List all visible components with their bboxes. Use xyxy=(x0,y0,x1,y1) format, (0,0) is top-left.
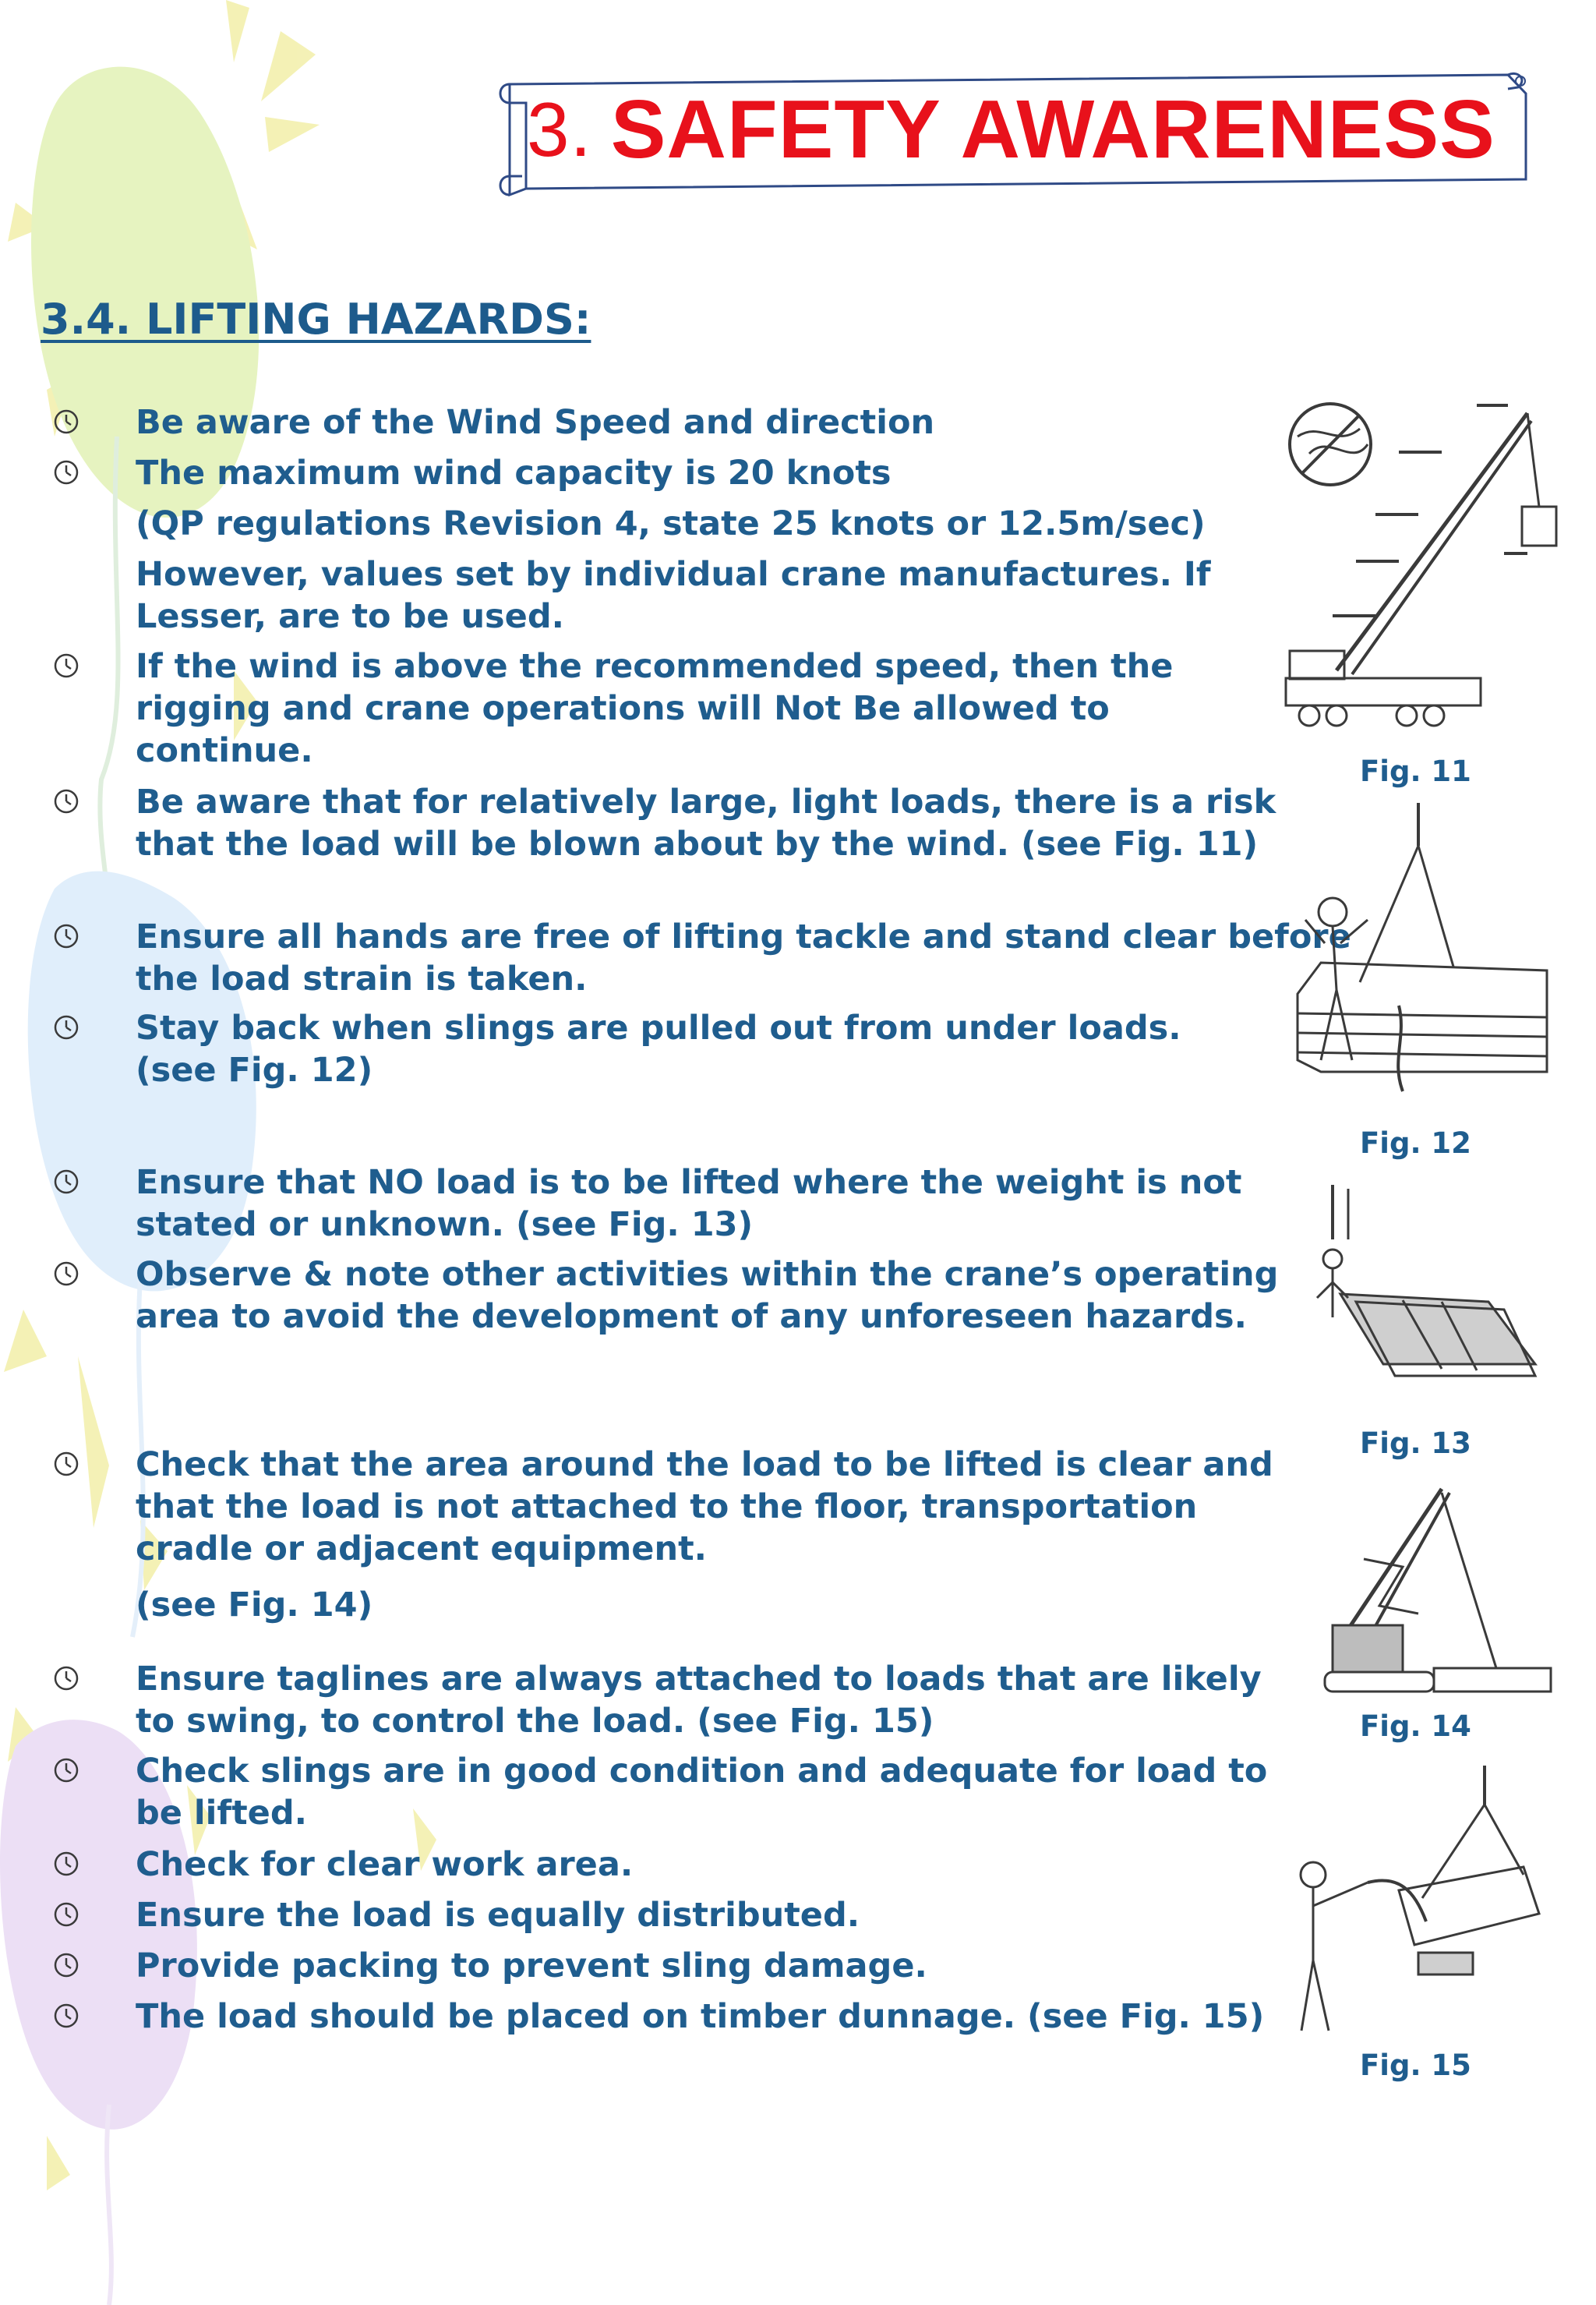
list-item-text: Ensure the load is equally distributed. xyxy=(136,1896,860,1935)
list-item xyxy=(53,916,1351,1000)
clock-bullet-icon xyxy=(53,1665,79,1692)
clock-bullet-icon xyxy=(53,459,79,486)
list-item-text: Ensure taglines are always attached to loads that are likely xyxy=(136,1660,1262,1699)
list-item-text: Check for clear work area. xyxy=(136,1845,634,1884)
clock-bullet-icon xyxy=(53,1014,79,1041)
list-item xyxy=(53,1161,1269,1246)
list-item-text: If the wind is above the recommended speed, then the xyxy=(136,647,1174,686)
title-banner xyxy=(491,62,1543,199)
list-item-text: The load should be placed on timber dunnage. (see Fig. 15) xyxy=(136,1997,1265,2036)
list-item-text: (see Fig. 14) xyxy=(136,1586,373,1624)
list-item xyxy=(53,1658,1269,1742)
list-item-text: cradle or adjacent equipment. xyxy=(136,1529,707,1568)
list-item xyxy=(53,1253,1279,1338)
list-item-text: Observe & note other activities within the crane’s operating xyxy=(136,1255,1279,1294)
figure-caption: Fig. 11 xyxy=(1360,755,1471,788)
list-item xyxy=(53,781,1276,865)
clock-bullet-icon xyxy=(53,1260,79,1287)
clock-bullet-icon xyxy=(53,1168,79,1195)
list-item-text: Check that the area around the load to be lifted is clear and xyxy=(136,1445,1273,1484)
list-item-text: Be aware of the Wind Speed and direction xyxy=(136,403,935,442)
list-item-text: Provide packing to prevent sling damage. xyxy=(136,1946,927,1985)
tagline-load-illustration xyxy=(1290,1766,1559,2050)
list-item xyxy=(53,553,1269,638)
list-item-text: Be aware that for relatively large, light loads, there is a risk xyxy=(136,783,1276,822)
list-item xyxy=(53,1750,1269,1834)
list-item-text: rigging and crane operations will Not Be allowed to xyxy=(136,689,1110,728)
crane-in-wind-illustration xyxy=(1274,390,1559,748)
clock-bullet-icon xyxy=(53,923,79,949)
list-item-text: that the load will be blown about by the wind. (see Fig. 11) xyxy=(136,825,1259,864)
list-item-text: Ensure all hands are free of lifting tackle and stand clear before xyxy=(136,917,1351,956)
figure-caption: Fig. 12 xyxy=(1360,1126,1471,1160)
list-item-text: Stay back when slings are pulled out from under loads. xyxy=(136,1009,1181,1048)
list-item-text: Lesser, are to be used. xyxy=(136,597,564,636)
figure-caption: Fig. 14 xyxy=(1360,1709,1471,1743)
list-item xyxy=(53,401,1269,444)
list-item-text: (QP regulations Revision 4, state 25 knots or 12.5m/sec) xyxy=(136,504,1206,543)
page-title xyxy=(527,83,1509,175)
list-item-text: Ensure that NO load is to be lifted where the weight is not xyxy=(136,1163,1242,1202)
clock-bullet-icon xyxy=(53,408,79,435)
list-item-text: stated or unknown. (see Fig. 13) xyxy=(136,1205,754,1244)
clock-bullet-icon xyxy=(53,1451,79,1477)
list-item xyxy=(53,1945,1269,1987)
list-item-text: to swing, to control the load. (see Fig. 15) xyxy=(136,1702,934,1741)
list-item-text: the load strain is taken. xyxy=(136,960,588,999)
clock-bullet-icon xyxy=(53,1952,79,1978)
sling-pulled-from-load-illustration xyxy=(1290,803,1559,1115)
list-item xyxy=(53,645,1269,772)
list-item-text: Check slings are in good condition and adequate for load to xyxy=(136,1752,1268,1791)
list-item-text: that the load is not attached to the floor, transportation xyxy=(136,1487,1198,1526)
list-item xyxy=(53,452,1269,494)
figure-caption: Fig. 15 xyxy=(1360,2049,1471,2082)
list-item-text: area to avoid the development of any unforeseen hazards. xyxy=(136,1297,1247,1336)
list-item-text: However, values set by individual crane manufactures. If xyxy=(136,555,1211,594)
section-number: 3. xyxy=(527,86,592,172)
unknown-weight-load-illustration xyxy=(1309,1185,1543,1395)
section-heading: 3.4. LIFTING HAZARDS: xyxy=(41,295,591,344)
clock-bullet-icon xyxy=(53,1851,79,1877)
list-item xyxy=(53,503,1269,545)
clock-bullet-icon xyxy=(53,2003,79,2029)
list-item-text: The maximum wind capacity is 20 knots xyxy=(136,454,892,493)
list-item-text: be lifted. xyxy=(136,1794,307,1833)
list-item xyxy=(53,1844,1269,1886)
list-item xyxy=(53,1894,1269,1936)
list-item-text: continue. xyxy=(136,731,313,770)
crawler-crane-load-illustration xyxy=(1317,1481,1559,1715)
list-item-text: (see Fig. 12) xyxy=(136,1051,373,1090)
clock-bullet-icon xyxy=(53,1757,79,1784)
clock-bullet-icon xyxy=(53,652,79,679)
list-item xyxy=(53,1996,1269,2038)
page-title-text: SAFETY AWARENESS xyxy=(610,83,1495,175)
list-item xyxy=(53,1444,1273,1570)
list-item xyxy=(53,1584,1269,1626)
figure-caption: Fig. 13 xyxy=(1360,1426,1471,1460)
list-item xyxy=(53,1007,1269,1091)
clock-bullet-icon xyxy=(53,788,79,815)
clock-bullet-icon xyxy=(53,1901,79,1928)
